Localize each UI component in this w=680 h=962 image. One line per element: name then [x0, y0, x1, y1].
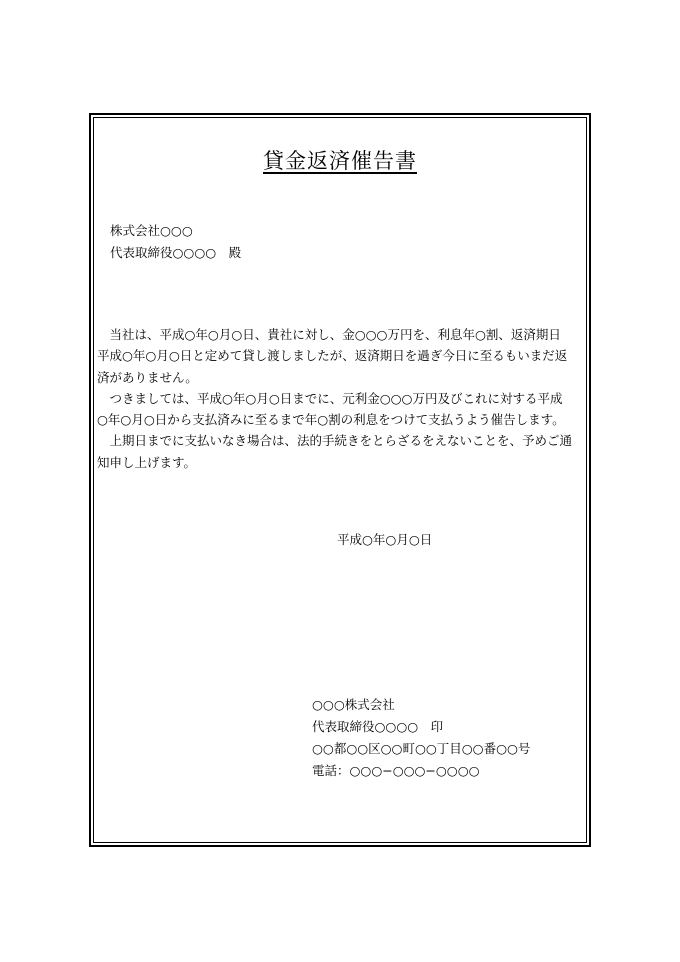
- sender-phone: 電話：○○○−○○○−○○○○: [312, 763, 480, 778]
- body-line: ○年○月○日から支払済みに至るまで年○割の利息をつけて支払うよう催告します。: [97, 412, 565, 428]
- sender-company: ○○○株式会社: [312, 697, 395, 712]
- body-line: 平成○年○月○日と定めて貸し渡しましたが、返済期日を過ぎ今日に至るもいまだ返: [97, 348, 568, 364]
- body-line: 当社は、平成○年○月○日、貴社に対し、金○○○万円を、利息年○割、返済期日: [97, 327, 561, 342]
- recipient-representative: 代表取締役○○○○ 殿: [110, 245, 242, 260]
- document-date: 平成○年○月○日: [337, 532, 433, 547]
- body-line: 知申し上げます。: [97, 454, 197, 470]
- body-text: [97, 324, 587, 473]
- sender-representative: 代表取締役○○○○ 印: [312, 719, 444, 734]
- body-line: つきましては、平成○年○月○日までに、元利金○○○万円及びこれに対する平成: [97, 390, 563, 406]
- body-line: 上期日までに支払いなき場合は、法的手続きをとらざるをえないことを、予めご通: [97, 433, 573, 449]
- document-title: 貸金返済催告書: [263, 149, 417, 173]
- body-line: 済がありません。: [97, 369, 198, 385]
- recipient-company: 株式会社○○○: [110, 223, 193, 238]
- sender-address: ○○都○○区○○町○○丁目○○番○○号: [312, 741, 531, 756]
- sender-block: [312, 694, 530, 782]
- document-title-wrap: [0, 145, 680, 175]
